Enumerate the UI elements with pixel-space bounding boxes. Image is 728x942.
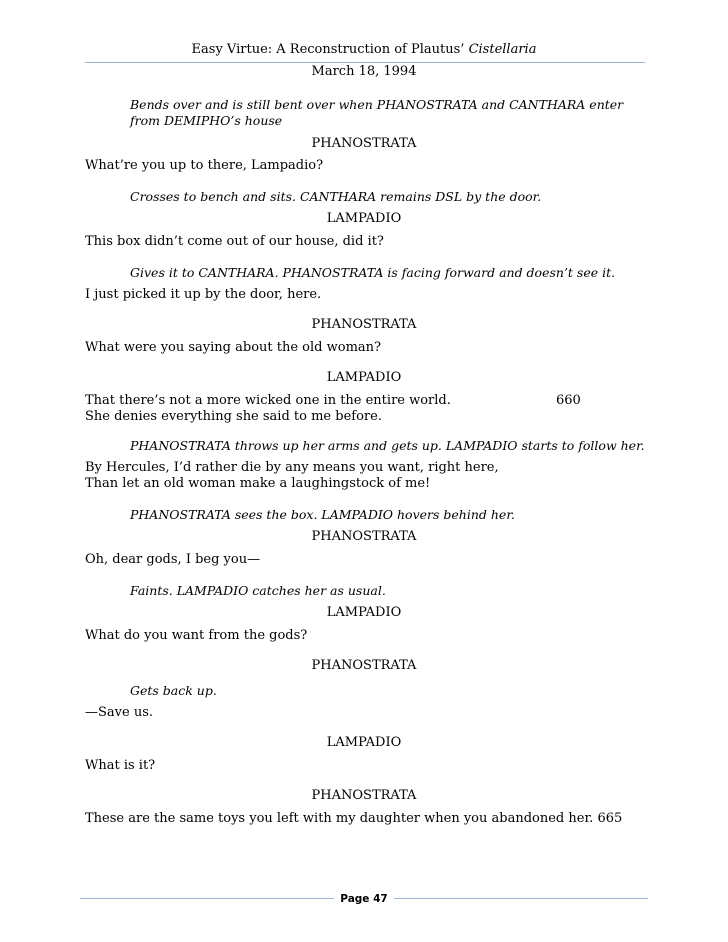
stage-direction: Faints. LAMPADIO catches her as usual. xyxy=(130,583,386,598)
page-number-label: Page 47 xyxy=(334,893,393,905)
dialogue-line: She denies everything she said to me before. xyxy=(85,409,382,424)
dialogue-line: What’re you up to there, Lampadio? xyxy=(85,158,324,173)
line-number: 660 xyxy=(556,393,581,408)
speaker-name: LAMPADIO xyxy=(326,735,402,750)
dialogue-line: —Save us. xyxy=(85,705,154,720)
stage-direction: Gives it to CANTHARA. PHANOSTRATA is facing forward and doesn’t see it. xyxy=(130,265,616,280)
dialogue-line: I just picked it up by the door, here. xyxy=(85,287,322,302)
dialogue-line: What do you want from the gods? xyxy=(85,628,308,643)
speaker-name: PHANOSTRATA xyxy=(311,658,417,673)
page-number xyxy=(0,893,728,905)
dialogue-line: What is it? xyxy=(85,758,156,773)
stage-direction: Bends over and is still bent over when PHANOSTRATA and CANTHARA enter xyxy=(130,97,624,112)
speaker-name: PHANOSTRATA xyxy=(311,317,417,332)
speaker-name: PHANOSTRATA xyxy=(311,788,417,803)
speaker-name: LAMPADIO xyxy=(326,370,402,385)
dialogue-line: That there’s not a more wicked one in the entire world. xyxy=(85,393,451,408)
speaker-name: PHANOSTRATA xyxy=(311,136,417,151)
dialogue-line: By Hercules, I’d rather die by any means you want, right here, xyxy=(85,460,499,475)
speaker-name: PHANOSTRATA xyxy=(311,529,417,544)
speaker-name: LAMPADIO xyxy=(326,211,402,226)
header-title-prefix: Easy Virtue: A Reconstruction of Plautus’ xyxy=(191,42,469,57)
dialogue-line: What were you saying about the old woman? xyxy=(85,340,381,355)
stage-direction: PHANOSTRATA throws up her arms and gets up. LAMPADIO starts to follow her. xyxy=(130,438,645,453)
header-date: March 18, 1994 xyxy=(311,64,417,79)
dialogue-line: Oh, dear gods, I beg you— xyxy=(85,552,261,567)
stage-direction: PHANOSTRATA sees the box. LAMPADIO hovers behind her. xyxy=(130,507,515,522)
running-header-title xyxy=(0,42,728,58)
speaker-name: LAMPADIO xyxy=(326,605,402,620)
stage-direction: Crosses to bench and sits. CANTHARA remains DSL by the door. xyxy=(130,189,542,204)
dialogue-line: This box didn’t come out of our house, did it? xyxy=(85,234,384,249)
dialogue-line: Than let an old woman make a laughingstock of me! xyxy=(85,476,431,491)
header-rule xyxy=(85,62,645,63)
stage-direction: from DEMIPHO’s house xyxy=(130,113,283,128)
stage-direction: Gets back up. xyxy=(130,683,217,698)
dialogue-line: These are the same toys you left with my daughter when you abandoned her. 665 xyxy=(85,811,623,826)
header-title-italic: Cistellaria xyxy=(468,42,537,57)
